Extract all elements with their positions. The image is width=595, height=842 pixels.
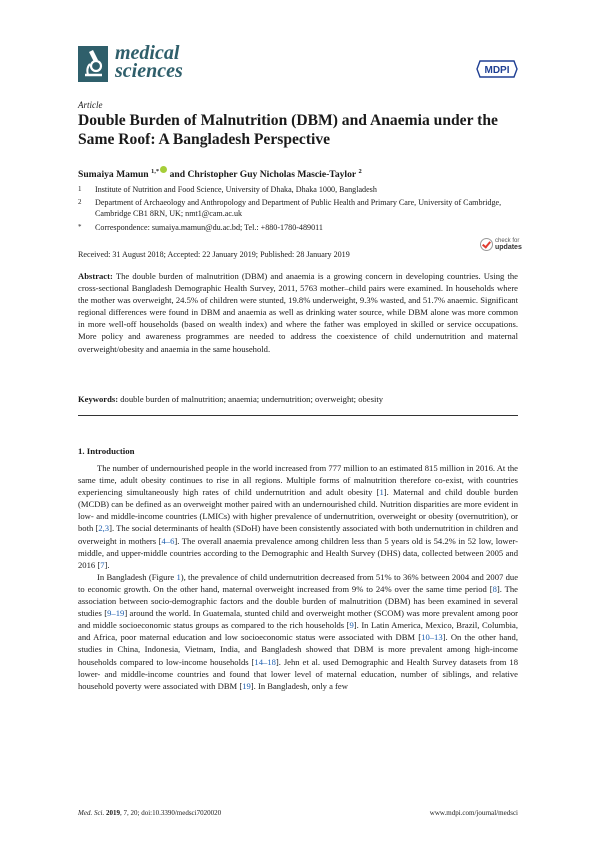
publication-dates: Received: 31 August 2018; Accepted: 22 January 2019; Published: 28 January 2019 (78, 250, 350, 259)
publisher-logo (476, 60, 518, 78)
citation-link[interactable]: 10–13 (421, 632, 443, 643)
affiliation-text: Institute of Nutrition and Food Science, University of Dhaka, Dhaka 1000, Bangladesh (95, 185, 377, 194)
section-heading: 1. Introduction (78, 446, 135, 456)
text-run: ]. In Bangladesh, only a few (250, 680, 348, 691)
keywords-text: double burden of malnutrition; anaemia; undernutrition; overweight; obesity (118, 394, 384, 404)
check-updates-line1: check for (495, 238, 520, 244)
citation-link[interactable]: 7 (100, 559, 105, 570)
introduction-body (78, 462, 518, 692)
footer-doi[interactable]: , 7, 20; doi:10.3390/medsci7020020 (120, 809, 222, 817)
keywords (78, 393, 518, 405)
journal-name (115, 44, 183, 80)
citation-link[interactable]: 2,3 (98, 523, 110, 534)
text-run: ]. (104, 559, 110, 570)
check-for-updates-badge[interactable] (480, 238, 520, 262)
citation-link[interactable]: 14–18 (254, 656, 276, 667)
text-run: ]. On the other hand, studies in China, Indonesia, Vietnam, India, and Bangladesh showed that DBM is more prevalent among high-income households compared to low-income households [ (78, 632, 518, 667)
article-type: Article (78, 100, 103, 110)
article-title: Double Burden of Malnutrition (DBM) and Anaemia under the Same Roof: A Bangladesh Perspective (78, 112, 498, 148)
journal-name-line1: medical (115, 42, 180, 64)
citation-link[interactable]: 4–6 (161, 535, 175, 546)
footer-year: 2019 (106, 809, 120, 817)
footer-citation (78, 809, 221, 817)
author-connector: and (167, 169, 188, 180)
publisher-label: MDPI (484, 65, 510, 76)
keywords-label: Keywords: (78, 394, 119, 404)
text-run: ] around the world. In Guatemala, stunted child and overweight mother (SCOM) was more prevalent among poor and middle socioeconomic status groups as compared to the rich households [ (78, 608, 518, 631)
affiliation-mark: 2 (78, 198, 82, 206)
paragraph-1 (78, 462, 518, 571)
citation-link[interactable]: 9–19 (107, 608, 125, 619)
citation-link[interactable]: 9 (349, 620, 354, 631)
abstract-label: Abstract: (78, 271, 113, 281)
author-1[interactable]: Sumaiya Mamun (78, 169, 149, 180)
citation-link[interactable]: 19 (242, 680, 251, 691)
author-list (78, 166, 362, 180)
author-2-affiliation: 2 (358, 167, 362, 175)
text-run: The number of undernourished people in the world increased from 777 million to an estimated 815 million in 2016. At the same time, adult obesity continues to rise in all regions. Multiple forms of malnutrition therefore co-exist, with countries experiencing simultaneously high rates of child undernutrition and adult obesity [ (78, 463, 518, 498)
text-run: ]. The association between socio-demographic factors and the double burden of malnutrition (DBM) has been examined in several studies [ (78, 583, 518, 619)
citation-link[interactable]: 1 (379, 487, 384, 498)
text-run: ]. In Latin America, Mexico, Brazil, Columbia, and Africa, poor maternal education and low socioeconomic status were associated with DBM [ (78, 620, 518, 643)
check-updates-line2: updates (495, 244, 522, 251)
figure-link[interactable]: 1 (176, 571, 181, 582)
text-run: ]. The social determinants of health (SDoH) have been consistently associated with both undernutrition in children and overweight in mothers [ (78, 523, 518, 546)
text-run: ]. Jehn et al. used Demographic and Health Survey datasets from 18 lower- and middle-income countries and found that lower level of maternal education, number of siblings, and relative household poverty were associated with DBM [ (78, 656, 519, 691)
citation-link[interactable]: 8 (492, 583, 497, 594)
footer-journal: Med. Sci. (78, 809, 105, 817)
text-run: ]. Maternal and child double burden (MCDB) can be defined as an overweight mother paired with an undernourished child. Nutrition disparities are more evident in low- and middle-income countries (LMICs) with higher prevalence of undernutrition, overweight or obesity (overnutrition), or both [ (78, 487, 518, 534)
text-run: ]. The overall anaemia prevalence among children less than 5 years old is 54.2% in 52 low, lower-middle, and upper-middle countries according to the Demographic and Health Survey (DHS) data, collected between 2005 and 2016 [ (78, 535, 518, 570)
footer-journal-url[interactable]: www.mdpi.com/journal/medsci (429, 809, 518, 817)
abstract (78, 270, 518, 355)
author-1-affiliation: 1,* (151, 167, 160, 175)
text-run: In Bangladesh (Figure (97, 571, 177, 582)
section-divider (78, 415, 518, 416)
author-2[interactable]: Christopher Guy Nicholas Mascie-Taylor (187, 169, 357, 180)
microscope-icon (78, 46, 108, 82)
paragraph-2 (78, 571, 518, 692)
journal-logo-icon (78, 46, 108, 82)
affiliation-mark: 1 (78, 185, 82, 193)
affiliation-text[interactable]: Correspondence: sumaiya.mamun@du.ac.bd; Tel.: +880-1780-489011 (95, 223, 323, 232)
mdpi-logo-icon (476, 60, 518, 78)
abstract-text: The double burden of malnutrition (DBM) and anaemia is a growing concern in developing countries. Using the cross-sectional Bangladesh Demographic Health Survey, 2011, 5763 mother–child pairs were examined. In households where the mother was overweight, 24.5% of children were stunted, 19.8% underweight, 9.3% wasted, and 51.7% anaemic. Significant regional differences were found in DBM and anaemia as well as drinking water source, while DBM alone was more common in more well-off households (based on wealth index) and where the father was employed in skilled or service occupations. More policy and awareness programmes are needed to address the coexistence of child undernutrition and maternal overweight/obesity and anaemia in the same household. (78, 271, 518, 354)
check-updates-icon (480, 238, 493, 251)
affiliation-text: Department of Archaeology and Anthropology and Department of Public Health and Primary Care, University of Cambridge, Cambridge CB1 8RN, UK; nmt1@cam.ac.uk (95, 198, 502, 218)
affiliation-mark: * (78, 223, 82, 231)
journal-name-line2: sciences (115, 60, 183, 82)
text-run: ), the prevalence of child undernutrition decreased from 51% to 36% between 2004 and 2007 due to economic growth. On the other hand, maternal overweight increased from 9% to 24% over the same time period [ (78, 571, 519, 594)
